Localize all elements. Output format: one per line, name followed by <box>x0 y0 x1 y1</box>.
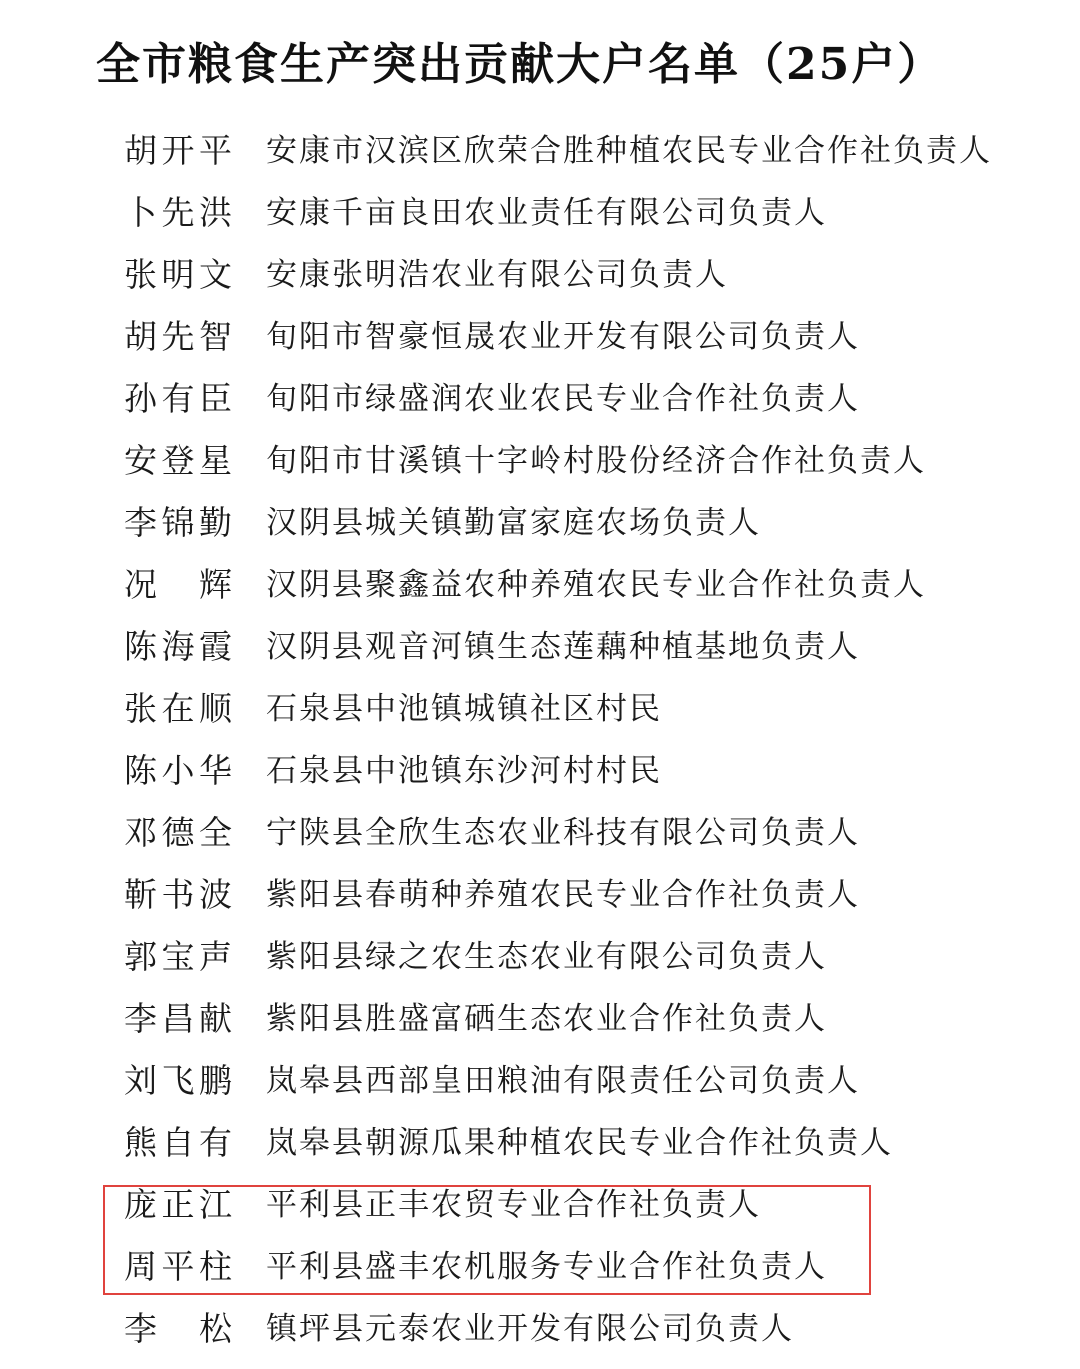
honoree-organization: 石泉县中池镇城镇社区村民 <box>266 691 662 727</box>
honoree-organization: 岚皋县朝源瓜果种植农民专业合作社负责人 <box>266 1125 893 1161</box>
list-item <box>0 554 1080 616</box>
list-item <box>0 244 1080 306</box>
honoree-name: 陈海霞 <box>124 627 234 666</box>
honoree-organization: 平利县正丰农贸专业合作社负责人 <box>266 1187 761 1223</box>
list-item <box>0 616 1080 678</box>
honoree-organization: 岚皋县西部皇田粮油有限责任公司负责人 <box>266 1063 860 1099</box>
list-item <box>0 864 1080 926</box>
honoree-name: 况 辉 <box>124 565 234 604</box>
honoree-organization: 旬阳市甘溪镇十字岭村股份经济合作社负责人 <box>266 443 926 479</box>
list-item <box>0 492 1080 554</box>
list-item <box>0 1112 1080 1174</box>
honoree-organization: 石泉县中池镇东沙河村村民 <box>266 753 662 789</box>
honoree-name: 张明文 <box>124 255 234 294</box>
document-title: 全市粮食生产突出贡献大户名单（25户） <box>96 39 944 90</box>
honoree-organization: 安康张明浩农业有限公司负责人 <box>266 257 728 293</box>
honoree-name: 孙有臣 <box>124 379 234 418</box>
honoree-name: 李锦勤 <box>124 503 234 542</box>
honoree-name: 李 松 <box>124 1309 234 1348</box>
list-item <box>0 120 1080 182</box>
honoree-organization: 汉阴县城关镇勤富家庭农场负责人 <box>266 505 761 541</box>
list-item <box>0 740 1080 802</box>
highlight-box <box>103 1185 871 1295</box>
list-item <box>0 926 1080 988</box>
honoree-name: 庞正江 <box>124 1185 234 1224</box>
honoree-organization: 汉阴县观音河镇生态莲藕种植基地负责人 <box>266 629 860 665</box>
honoree-name: 熊自有 <box>124 1123 234 1162</box>
honoree-name: 陈小华 <box>124 751 234 790</box>
list-item <box>0 988 1080 1050</box>
list-item <box>0 802 1080 864</box>
list-item <box>0 368 1080 430</box>
honoree-name: 郭宝声 <box>124 937 234 976</box>
honoree-organization: 旬阳市智豪恒晟农业开发有限公司负责人 <box>266 319 860 355</box>
honoree-name: 李昌献 <box>124 999 234 1038</box>
honoree-organization: 紫阳县春萌种养殖农民专业合作社负责人 <box>266 877 860 913</box>
honoree-organization: 平利县盛丰农机服务专业合作社负责人 <box>266 1249 827 1285</box>
honoree-organization: 旬阳市绿盛润农业农民专业合作社负责人 <box>266 381 860 417</box>
honoree-organization: 紫阳县胜盛富硒生态农业合作社负责人 <box>266 1001 827 1037</box>
list-item <box>0 1050 1080 1112</box>
honoree-name: 刘飞鹏 <box>124 1061 234 1100</box>
list-item <box>0 430 1080 492</box>
honoree-name: 靳书波 <box>124 875 234 914</box>
list-item <box>0 1298 1080 1360</box>
honoree-name: 胡开平 <box>124 131 234 170</box>
list-item <box>0 182 1080 244</box>
honoree-name: 卜先洪 <box>124 193 234 232</box>
honoree-name: 胡先智 <box>124 317 234 356</box>
list-item <box>0 306 1080 368</box>
honoree-name: 周平柱 <box>124 1247 234 1286</box>
honoree-organization: 安康市汉滨区欣荣合胜种植农民专业合作社负责人 <box>266 133 992 169</box>
honoree-name: 安登星 <box>124 441 234 480</box>
honoree-organization: 宁陕县全欣生态农业科技有限公司负责人 <box>266 815 860 851</box>
honoree-name: 张在顺 <box>124 689 234 728</box>
honoree-organization: 镇坪县元泰农业开发有限公司负责人 <box>266 1311 794 1347</box>
honoree-organization: 安康千亩良田农业责任有限公司负责人 <box>266 195 827 231</box>
honoree-name: 邓德全 <box>124 813 234 852</box>
list-item <box>0 678 1080 740</box>
honoree-organization: 紫阳县绿之农生态农业有限公司负责人 <box>266 939 827 975</box>
honoree-organization: 汉阴县聚鑫益农种养殖农民专业合作社负责人 <box>266 567 926 603</box>
